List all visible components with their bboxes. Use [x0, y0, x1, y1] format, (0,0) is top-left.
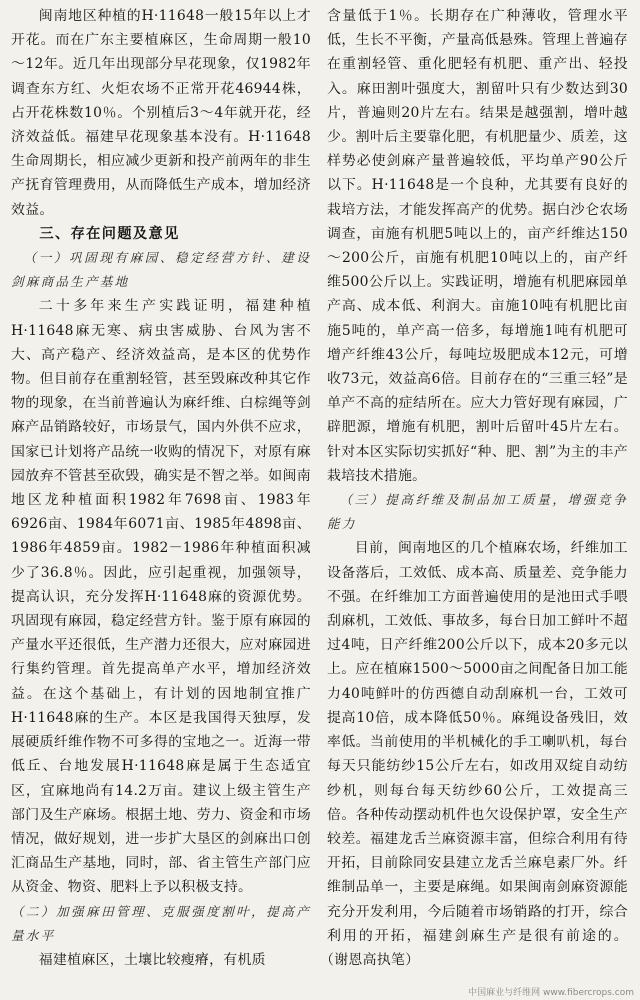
- paragraph-processing-text: 目前，闽南地区的几个植麻农场，纤维加工设备落后，工效低、成本高、质量差、竞争能力不强。在纤维加工方面普遍使用的是池田式手喂刮麻机，工效低、事故多，每台日加工鲜叶不超过4吨，日产纤维200公斤以下，成本20多元以上。应在植麻1500～5000亩之间配备日加工能力40吨鲜叶的仿西德自动刮麻机一台，工效可提高10倍，成本降低50％。麻绳设备残旧，效率低。当前使用的半机械化的手工喇叭机，每台每天只能纺纱15公斤左右，如改用双绽自动纺纱机，则每台每天纺纱60公斤，工效提高三倍。各种传动摆动机件也欠设保护罩，安全生产较差。福建龙舌兰麻资源丰富，但综合利用有待开拓，目前除同安县建立龙舌兰麻皂素厂外。纤维制品单一，主要是麻绳。如果闽南剑麻资源能充分开发利用，今后随着市场销路的打开，综合利用的开拓，福建剑麻生产是很有前途的。: [327, 540, 628, 944]
- paragraph-management-start: 福建植麻区，土壤比较瘦瘠，有机质: [38, 951, 266, 968]
- paragraph-consolidate: 二十多年来生产实践证明，福建种植H·11648麻无寒、病虫害威胁、台风为害不大、高产稳产、经济效益高，是本区的优势作物。但目前存在重割轻管，甚至毁麻改种其它作物的现象，在当前普遍认为麻纤维、白棕绳等剑麻产品销路较好，市场景气，国内外供不应求，国家已计划将产品统一收购的情况下，对原有麻园放弃不管甚至砍毁，确实是不智之举。如闽南地区龙种植面积1982年7698亩、1983年6926亩、1984年6071亩、1985年4898亩、1986年4859亩。1982－1986年种植面积减少了36.8％。因此，应引起重视，加强领导，提高认识，充分发挥H·11648麻的资源优势。巩固现有麻园，稳定经营方针。鉴于原有麻园的产量水平还很低，生产潜力还很大，应对麻园进行集约管理。首先提高单产水平，增加经济效益。在这个基础上，有计划的因地制宜推广H·11648麻的生产。本区是我国得天独厚，发展硬质纤维作物不可多得的宝地之一。近海一带低丘、台地发展H·11648麻是属于生态适宜区，宜麻地尚有14.2万亩。建议上级主管生产部门及生产麻场。根据土地、劳力、资金和市场情况，做好规划，进一步扩大垦区的剑麻出口创汇商品生产基地，同时，部、省主管生产部门应从资金、物资、肥料上予以积极支持。: [11, 298, 311, 896]
- paragraph-management-cont: 含量低于1％。长期存在广种薄收，管理水平低，生长不平衡，产量高低悬殊。管理上普遍存在重割轻管、重化肥轻有机肥、重产出、轻投入。麻田割叶强度大，割留叶只有少数达到30片，普遍则20片左右。结果是越强割，增叶越少。割叶后主要靠化肥，有机肥量少、质差，这样势必使剑麻产量普遍较低，平均单产90公斤以下。H·11648是一个良种，尤其要有良好的栽培方法，才能发挥高产的优势。据白沙仑农场调查，亩施有机肥5吨以上的，亩产纤维达150～200公斤，亩施有机肥10吨以上的，亩产纤维500公斤以上。实践证明，增施有机肥麻园单产高、成本低、利润大。亩施10吨有机肥比亩施5吨的，单产高一倍多，每增施1吨有机肥可增产纤维43公斤，每吨垃圾肥成本12元，可增收73元，效益高6倍。目前存在的“三重三轻”是单产不高的症结所在。应大力管好现有麻园，广辟肥源，增施有机肥，割叶后留叶45片左右。针对本区实际切实抓好“种、肥、割”为主的丰产栽培技术措施。: [327, 8, 628, 484]
- author-signature: （谢恩高执笔）: [327, 951, 420, 968]
- section-problems-heading: 三、存在问题及意见: [39, 225, 180, 242]
- right-column: [327, 4, 628, 996]
- paragraph-flowering: 闽南地区种植的H·11648一般15年以上才开花。而在广东主要植麻区，生命周期一般10～12年。近几年出现部分早花现象，仅1982年调查东方红、火炬农场不正常开花46944株，占开花株数10％。个别植后3～4年就开花，经济效益低。福建早花现象基本没有。H·11648生命周期长，相应减少更新和投产前两年的非生产抚育管理费用，从而降低生产成本，增加经济效益。: [11, 8, 311, 218]
- subsection-2-heading: （二）加强麻田管理、克服强度割叶，提高产量水平: [11, 903, 311, 943]
- paragraph-processing: [327, 536, 628, 972]
- subsection-3-heading: （三）提高纤维及制品加工质量，增强竞争能力: [327, 492, 628, 532]
- subsection-1-heading: （一）巩固现有麻园、稳定经营方针、建设剑麻商品生产基地: [11, 250, 311, 290]
- site-watermark: 中国麻业与纤维网 www.fibercrops.com: [468, 988, 634, 998]
- left-column: [11, 4, 311, 996]
